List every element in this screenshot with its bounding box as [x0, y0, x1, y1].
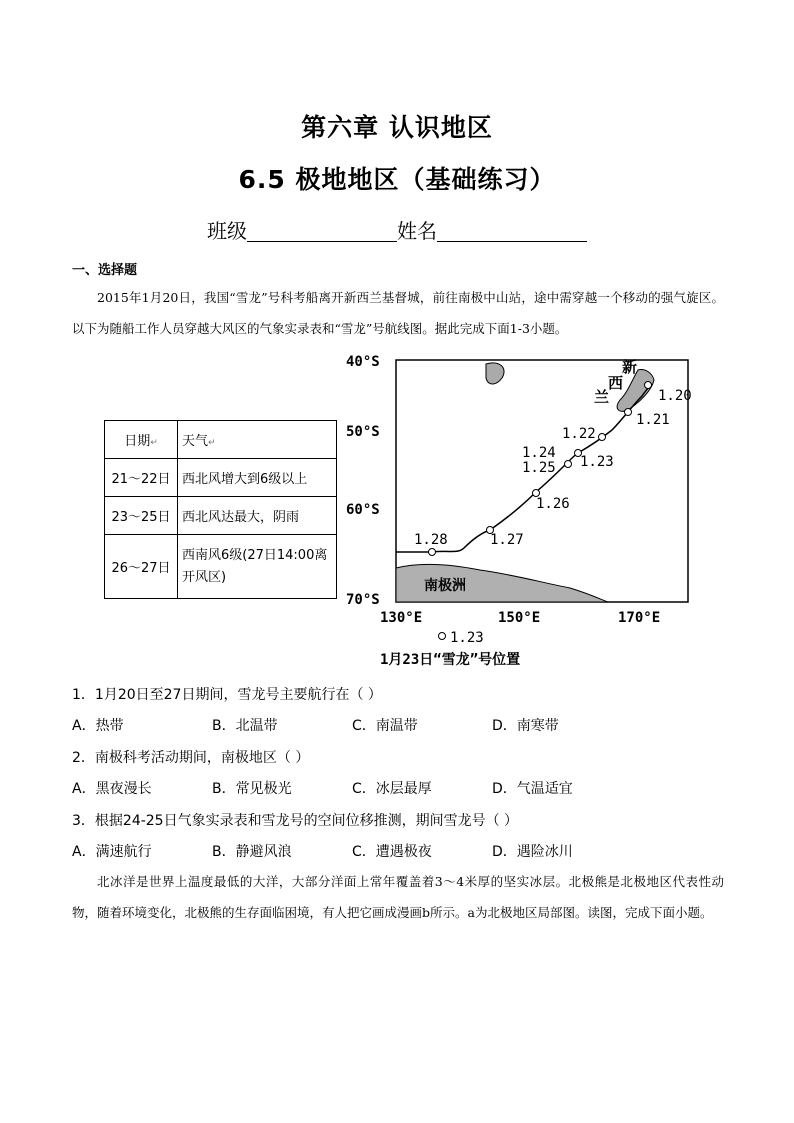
country-label: 兰: [594, 388, 610, 406]
route-label: 1.20: [658, 388, 692, 404]
name-blank[interactable]: [437, 219, 587, 242]
question-3: 3．根据24-25日气象实录表和雪龙号的空间位移推测，期间雪龙号（ ）: [72, 813, 519, 829]
route-point: [429, 549, 436, 556]
map-caption: 1月23日“雪龙”号位置: [380, 652, 521, 668]
option-1b[interactable]: B．北温带: [212, 718, 278, 734]
name-label: 姓名: [397, 219, 437, 243]
lat-label: 60°S: [346, 502, 380, 518]
weather-table: [104, 420, 337, 599]
route-point: [599, 434, 606, 441]
class-label: 班级: [207, 219, 247, 243]
question-1: 1．1月20日至27日期间，雪龙号主要航行在（ ）: [72, 687, 382, 703]
intro-paragraph-2: 北冰洋是世界上温度最低的大洋，大部分洋面上常年覆盖着3～4米厚的坚实冰层。北极熊是北极地区代表性动物，随着环境变化，北极熊的生存面临困境，有人把它画成漫画b所示。a为北极地区局部图。读图，完成下面小题。: [72, 874, 724, 920]
option-1d[interactable]: D．南寒带: [492, 718, 559, 734]
table-row: [105, 535, 337, 599]
table-row: [105, 459, 337, 497]
route-label: 1.22: [562, 426, 596, 442]
country-label: 新: [622, 358, 638, 376]
table-header-weather: 天气↵: [178, 421, 337, 459]
island-shape: [486, 363, 504, 384]
lesson-title: 6.5 极地地区（基础练习）: [238, 165, 556, 194]
lat-label: 70°S: [346, 592, 380, 608]
route-label: 1.25: [522, 460, 556, 476]
route-point: [645, 382, 652, 389]
option-2a[interactable]: A．黑夜漫长: [72, 781, 152, 797]
route-point: [625, 409, 632, 416]
option-2b[interactable]: B．常见极光: [212, 781, 292, 797]
table-cell-weather: 西北风增大到6级以上: [178, 459, 337, 497]
lon-label: 170°E: [618, 610, 661, 626]
route-label: 1.23: [580, 454, 614, 470]
country-label: 西: [608, 374, 624, 392]
lon-label: 150°E: [498, 610, 541, 626]
table-cell-weather: 西南风6级(27日14:00离开风区): [178, 535, 337, 599]
option-2c[interactable]: C．冰层最厚: [352, 781, 432, 797]
option-3b[interactable]: B．静避风浪: [212, 844, 292, 860]
route-label: 1.27: [490, 532, 524, 548]
option-3c[interactable]: C．遭遇极夜: [352, 844, 432, 860]
table-cell-date: 23～25日: [105, 497, 178, 535]
route-label: 1.26: [536, 496, 570, 512]
option-1a[interactable]: A．热带: [72, 718, 124, 734]
intro-paragraph-1: 2015年1月20日，我国“雪龙”号科考船离开新西兰基督城，前往南极中山站，途中需穿越一个移动的强气旋区。以下为随船工作人员穿越大风区的气象实录表和“雪龙”号航线图。据此完成下面1-3小题。: [72, 290, 724, 336]
route-map: [340, 350, 700, 670]
continent-label: 南极洲: [424, 578, 466, 594]
table-row: [105, 497, 337, 535]
lat-label: 50°S: [346, 424, 380, 440]
option-3d[interactable]: D．遇险冰川: [492, 844, 573, 860]
route-label: 1.21: [636, 412, 670, 428]
route-label: 1.28: [414, 532, 448, 548]
option-2d[interactable]: D．气温适宜: [492, 781, 573, 797]
legend-label: 1.23: [450, 630, 484, 646]
class-name-line: [0, 215, 794, 244]
table-cell-weather: 西北风达最大，阴雨: [178, 497, 337, 535]
chapter-title: 第六章 认识地区: [301, 113, 493, 142]
table-cell-date: 21～22日: [105, 459, 178, 497]
question-2: 2．南极科考活动期间，南极地区（ ）: [72, 750, 310, 766]
lon-label: 130°E: [380, 610, 423, 626]
option-1c[interactable]: C．南温带: [352, 718, 418, 734]
route-label: 1.24: [522, 445, 556, 461]
route-point: [565, 461, 572, 468]
lat-label: 40°S: [346, 354, 380, 370]
option-3a[interactable]: A．满速航行: [72, 844, 152, 860]
table-header-row: [105, 421, 337, 459]
table-header-date: 日期↵: [105, 421, 178, 459]
legend-marker-icon: [439, 633, 446, 640]
class-blank[interactable]: [247, 219, 397, 242]
table-cell-date: 26～27日: [105, 535, 178, 599]
section-title: 一、选择题: [72, 263, 138, 278]
